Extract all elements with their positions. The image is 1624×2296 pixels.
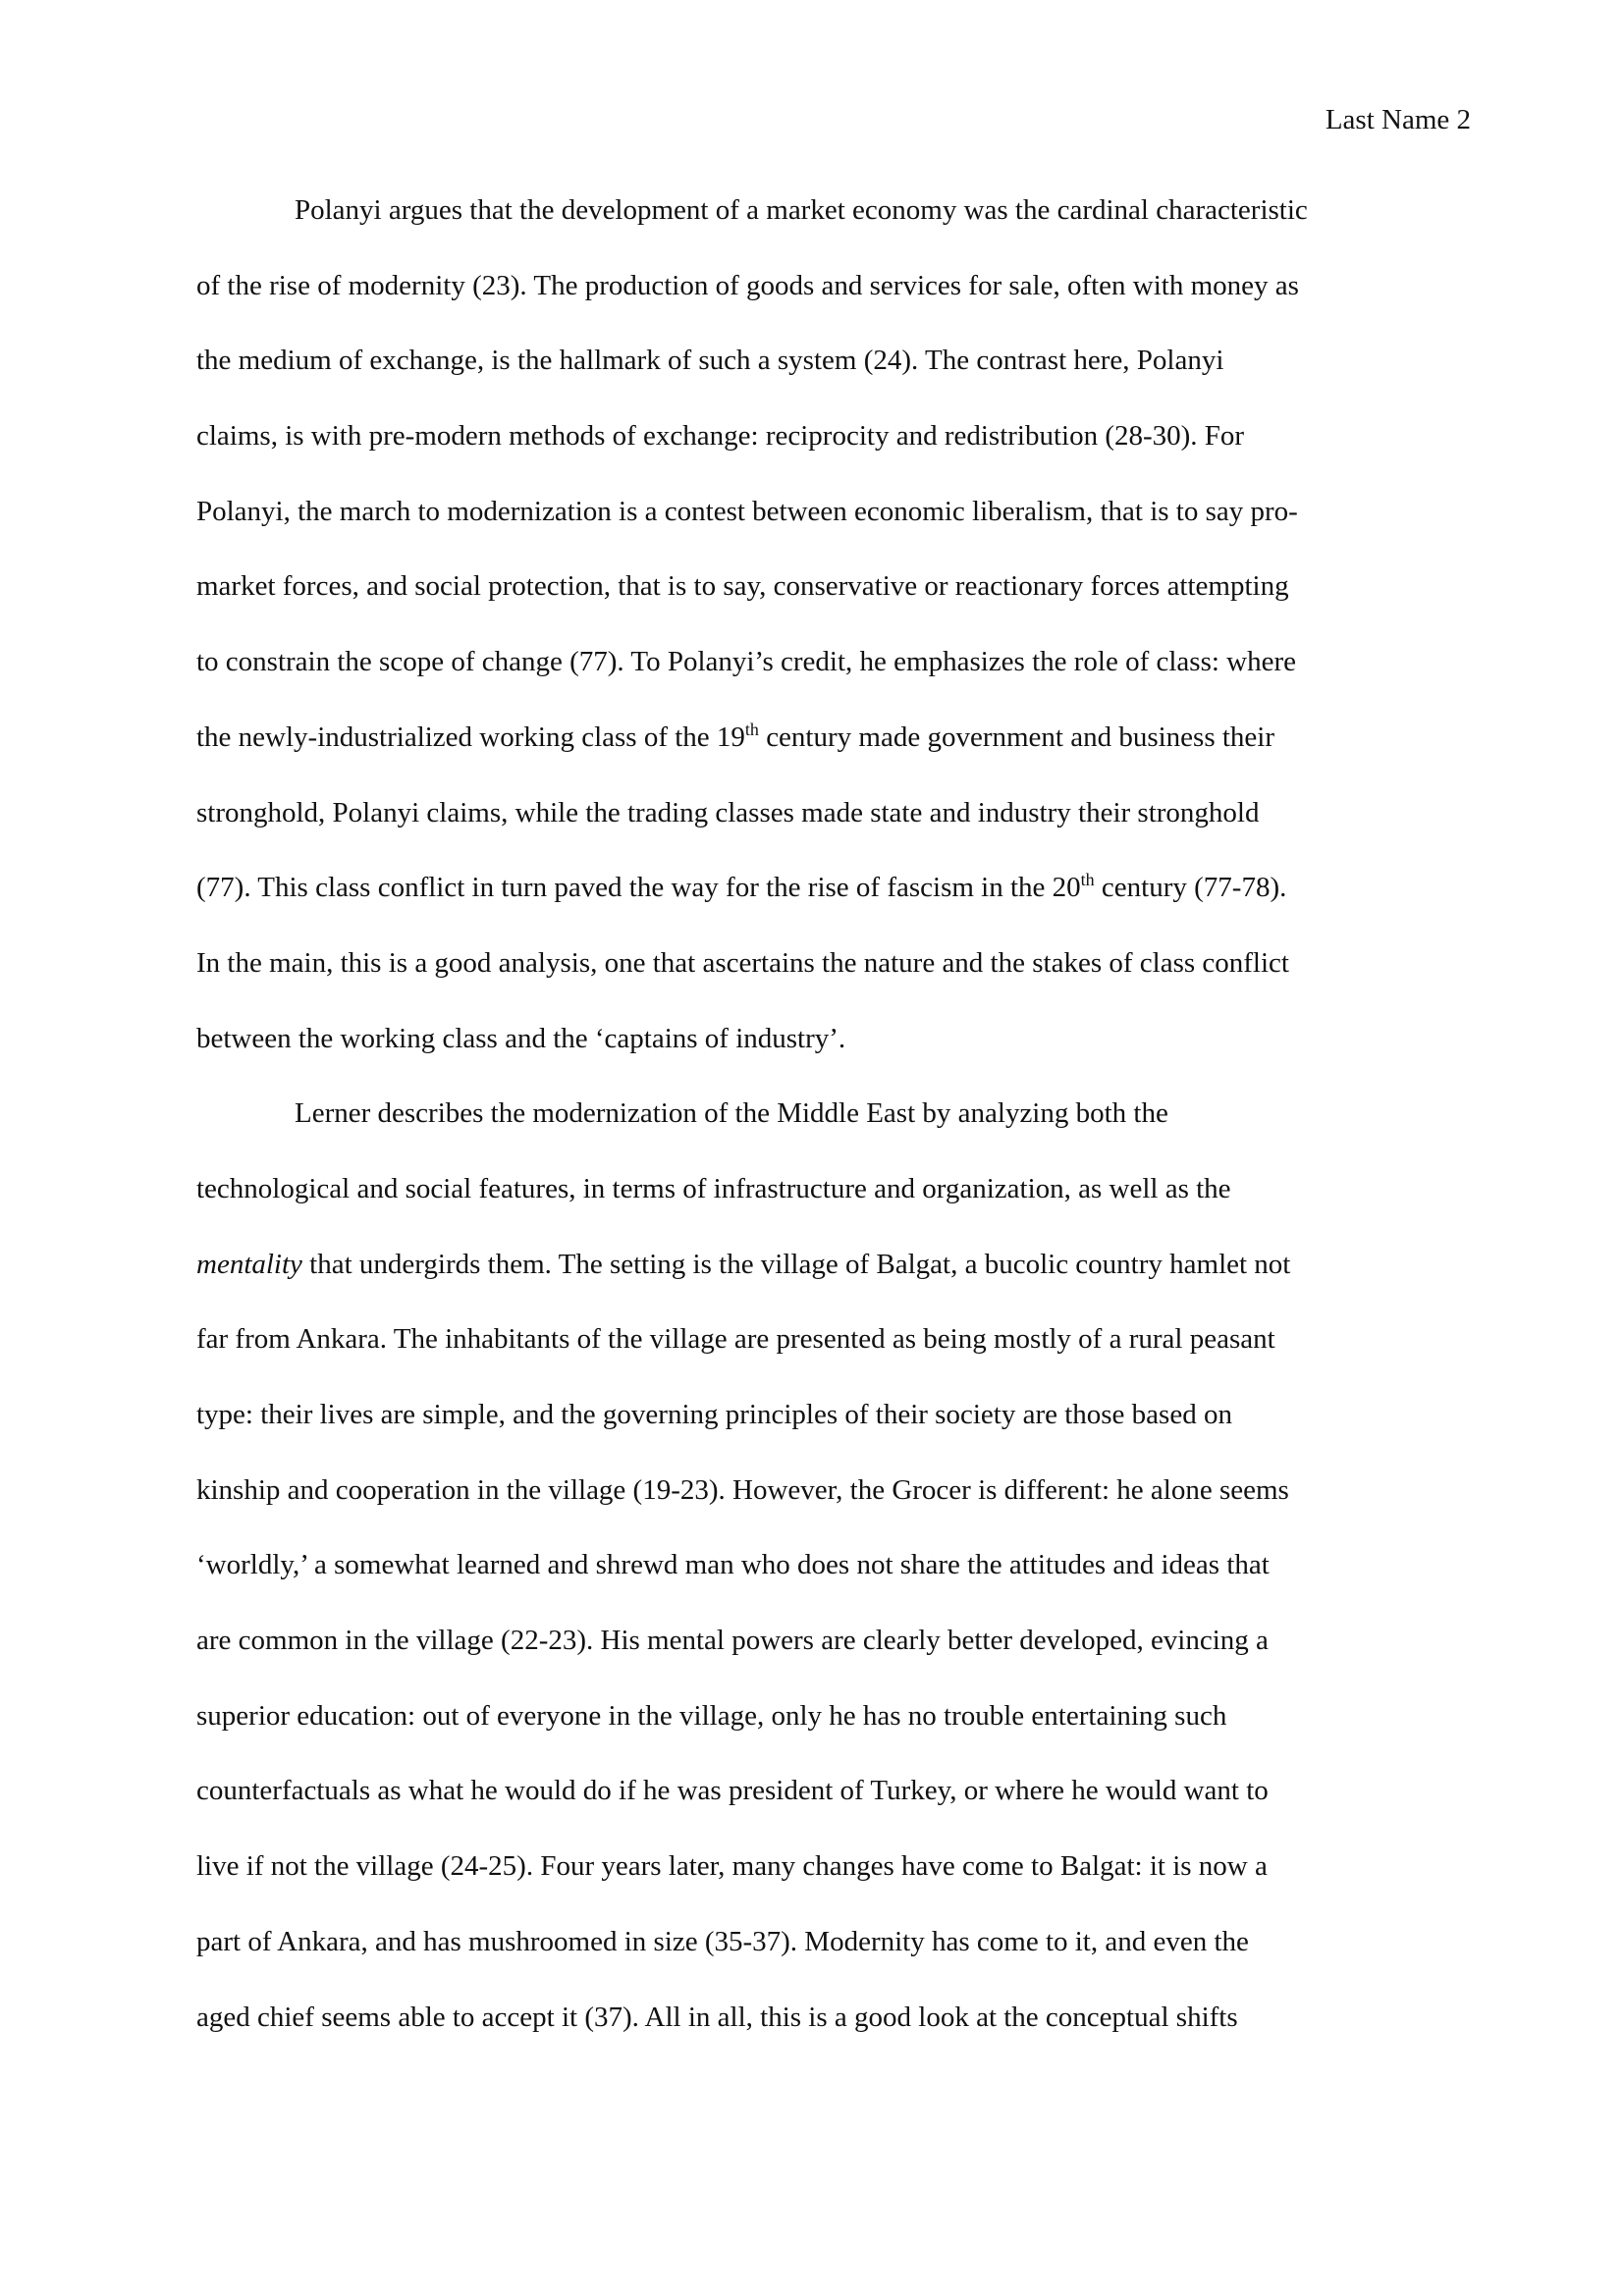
text-line: counterfactuals as what he would do if he was president of Turkey, or where he would want to [196, 1775, 1269, 1807]
text-span: the newly-industrialized working class of the 19 [196, 721, 745, 753]
text-line: In the main, this is a good analysis, one that ascertains the nature and the stakes of class conflict [196, 946, 1289, 979]
text-line: far from Ankara. The inhabitants of the village are presented as being mostly of a rural peasant [196, 1323, 1275, 1356]
text-line: between the working class and the ‘captains of industry’. [196, 1022, 846, 1054]
paragraph-polanyi [196, 192, 1473, 1095]
text-line: ‘worldly,’ a somewhat learned and shrewd man who does not share the attitudes and ideas that [196, 1549, 1270, 1581]
text-span: that undergirds them. The setting is the village of Balgat, a bucolic country hamlet not [301, 1248, 1291, 1280]
text-line: aged chief seems able to accept it (37). All in all, this is a good look at the conceptual shifts [196, 2001, 1238, 2033]
text-span: (77). This class conflict in turn paved the way for the rise of fascism in the 20 [196, 872, 1081, 904]
text-line: kinship and cooperation in the village (19-23). However, the Grocer is different: he alone seems [196, 1473, 1289, 1506]
text-line: live if not the village (24-25). Four years later, many changes have come to Balgat: it is now a [196, 1850, 1268, 1883]
text-line: Polanyi, the march to modernization is a contest between economic liberalism, that is to say pro- [196, 495, 1298, 527]
text-line: claims, is with pre-modern methods of exchange: reciprocity and redistribution (28-30). For [196, 420, 1245, 453]
superscript-ordinal: th [1080, 870, 1095, 890]
italic-term: mentality [196, 1248, 302, 1280]
text-span: century (77-78). [1094, 872, 1287, 904]
text-line: of the rise of modernity (23). The production of goods and services for sale, often with money as [196, 269, 1299, 301]
text-line: stronghold, Polanyi claims, while the trading classes made state and industry their stronghold [196, 796, 1260, 828]
text-line: superior education: out of everyone in the village, only he has no trouble entertaining such [196, 1699, 1227, 1732]
text-line: technological and social features, in terms of infrastructure and organization, as well as the [196, 1172, 1231, 1204]
text-line: part of Ankara, and has mushroomed in size (35-37). Modernity has come to it, and even the [196, 1925, 1249, 1957]
text-line: type: their lives are simple, and the governing principles of their society are those based on [196, 1399, 1232, 1430]
paragraph-lerner [196, 1095, 1473, 2074]
text-line [196, 1247, 1473, 1322]
text-line: are common in the village (22-23). His mental powers are clearly better developed, evincing a [196, 1625, 1269, 1657]
text-line [196, 870, 1473, 945]
running-head: Last Name 2 [1325, 104, 1471, 135]
text-line: Polanyi argues that the development of a market economy was the cardinal characteristic [295, 194, 1308, 226]
text-line [196, 720, 1473, 795]
text-line: market forces, and social protection, that is to say, conservative or reactionary forces attempting [196, 570, 1289, 603]
text-line: the medium of exchange, is the hallmark of such a system (24). The contrast here, Polanyi [196, 345, 1224, 377]
text-span: century made government and business their [758, 721, 1275, 753]
text-line: Lerner describes the modernization of the Middle East by analyzing both the [295, 1097, 1168, 1130]
superscript-ordinal: th [744, 719, 759, 739]
text-line: to constrain the scope of change (77). To Polanyi’s credit, he emphasizes the role of class: where [196, 646, 1297, 678]
body-text [196, 192, 1473, 2074]
